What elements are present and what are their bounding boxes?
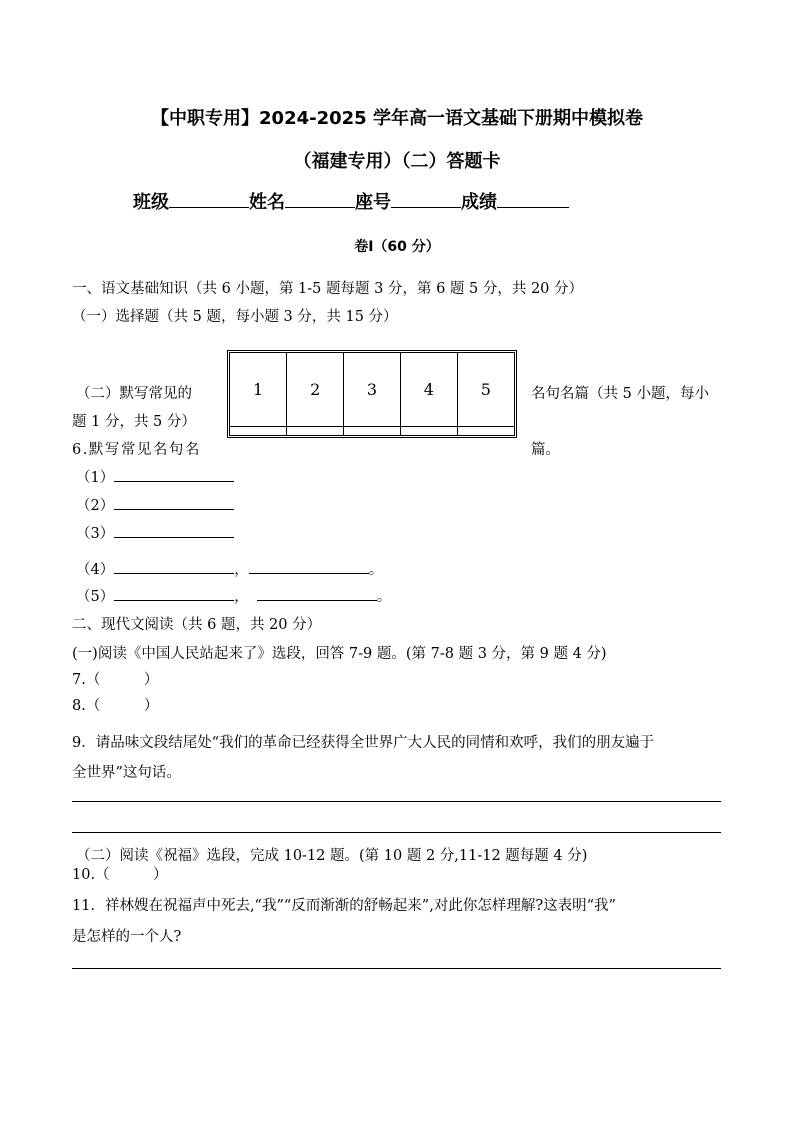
blank-1-line[interactable] bbox=[114, 467, 234, 482]
title-line-1: 【中职专用】2024-2025 学年高一语文基础下册期中模拟卷 bbox=[151, 108, 643, 129]
q9-line-2: 全世界”这句话。 bbox=[72, 765, 181, 781]
blank-1 bbox=[76, 466, 234, 487]
part1-sub1: （一）选择题（共 5 题，每小题 3 分，共 15 分） bbox=[72, 309, 398, 325]
part1-sub2-left: （二）默写常见的 bbox=[76, 386, 192, 402]
grid-answer-cell-3[interactable] bbox=[344, 426, 401, 435]
grid-number-3: 3 bbox=[344, 353, 401, 426]
blank-4-line-b[interactable] bbox=[249, 559, 369, 574]
reading-1-heading: (一)阅读《中国人民站起来了》选段，回答 7-9 题。(第 7-8 题 3 分，第 9 题 4 分) bbox=[72, 646, 607, 662]
blank-5 bbox=[76, 585, 391, 606]
grid-number-1: 1 bbox=[230, 353, 287, 426]
q9-answer-line-1[interactable] bbox=[72, 801, 721, 802]
q8-answer[interactable]: 8.（ ） bbox=[72, 698, 159, 714]
grid-number-5: 5 bbox=[457, 353, 514, 426]
part2-heading: 二、现代文阅读（共 6 题，共 20 分） bbox=[72, 617, 322, 633]
blank-3-label: （3） bbox=[76, 526, 115, 542]
score-field[interactable] bbox=[497, 189, 569, 208]
grid-number-2: 2 bbox=[287, 353, 344, 426]
grid-number-4: 4 bbox=[400, 353, 457, 426]
student-info-row bbox=[133, 188, 569, 214]
blank-2-label: （2） bbox=[76, 498, 115, 514]
blank-4-label: （4） bbox=[76, 562, 115, 578]
name-field[interactable] bbox=[285, 189, 355, 208]
q11-line-2: 是怎样的一个人? bbox=[72, 929, 182, 945]
blank-5-sep: ， bbox=[234, 589, 249, 605]
blank-5-line-a[interactable] bbox=[114, 586, 234, 601]
grid-answer-cell-2[interactable] bbox=[287, 426, 344, 435]
q9-line-1: 9．请品味文段结尾处“我们的革命已经获得全世界广大人民的同情和欢呼，我们的朋友遍于 bbox=[72, 735, 655, 751]
blank-2 bbox=[76, 494, 234, 515]
blank-4-sep: ， bbox=[234, 562, 249, 578]
blank-5-end: 。 bbox=[376, 589, 392, 605]
blank-4-line-a[interactable] bbox=[114, 559, 234, 574]
q11-answer-line[interactable] bbox=[72, 968, 721, 969]
q6-right: 篇。 bbox=[531, 442, 560, 458]
q11-line-1: 11．祥林嫂在祝福声中死去,“我”“反而渐渐的舒畅起来”,对此你怎样理解?这表明“我” bbox=[72, 898, 616, 914]
q6-left: 6.默写常见名句名 bbox=[72, 442, 201, 458]
q9-answer-line-2[interactable] bbox=[72, 832, 721, 833]
blank-4-end: 。 bbox=[368, 562, 384, 578]
class-field[interactable] bbox=[169, 189, 249, 208]
class-label: 班级 bbox=[133, 192, 169, 213]
blank-5-line-b[interactable] bbox=[257, 586, 377, 601]
volume-heading: 卷Ⅰ（60 分） bbox=[354, 239, 440, 255]
part1-sub2-line2: 题 1 分，共 5 分） bbox=[72, 414, 196, 430]
q7-answer[interactable]: 7.（ ） bbox=[72, 672, 159, 688]
title-line-2: （福建专用）（二）答题卡 bbox=[293, 151, 501, 172]
blank-5-label: （5） bbox=[76, 589, 115, 605]
part1-sub2-right: 名句名篇（共 5 小题，每小 bbox=[531, 386, 709, 402]
blank-2-line[interactable] bbox=[114, 495, 234, 510]
part1-heading: 一、语文基础知识（共 6 小题，第 1-5 题每题 3 分，第 6 题 5 分，共 20 分） bbox=[72, 281, 584, 297]
grid-answer-cell-1[interactable] bbox=[230, 426, 287, 435]
seat-label: 座号 bbox=[355, 192, 391, 213]
score-label: 成绩 bbox=[461, 192, 497, 213]
q10-answer[interactable]: 10.（ ） bbox=[72, 867, 168, 883]
name-label: 姓名 bbox=[249, 192, 285, 213]
choice-answer-grid bbox=[227, 350, 517, 438]
blank-3-line[interactable] bbox=[114, 523, 234, 538]
grid-answer-cell-5[interactable] bbox=[457, 426, 514, 435]
seat-field[interactable] bbox=[391, 189, 461, 208]
grid-answer-cell-4[interactable] bbox=[400, 426, 457, 435]
blank-1-label: （1） bbox=[76, 470, 115, 486]
blank-3 bbox=[76, 522, 234, 543]
reading-2-heading: （二）阅读《祝福》选段，完成 10-12 题。(第 10 题 2 分,11-12 题每题 4 分) bbox=[76, 848, 588, 864]
blank-4 bbox=[76, 558, 383, 579]
